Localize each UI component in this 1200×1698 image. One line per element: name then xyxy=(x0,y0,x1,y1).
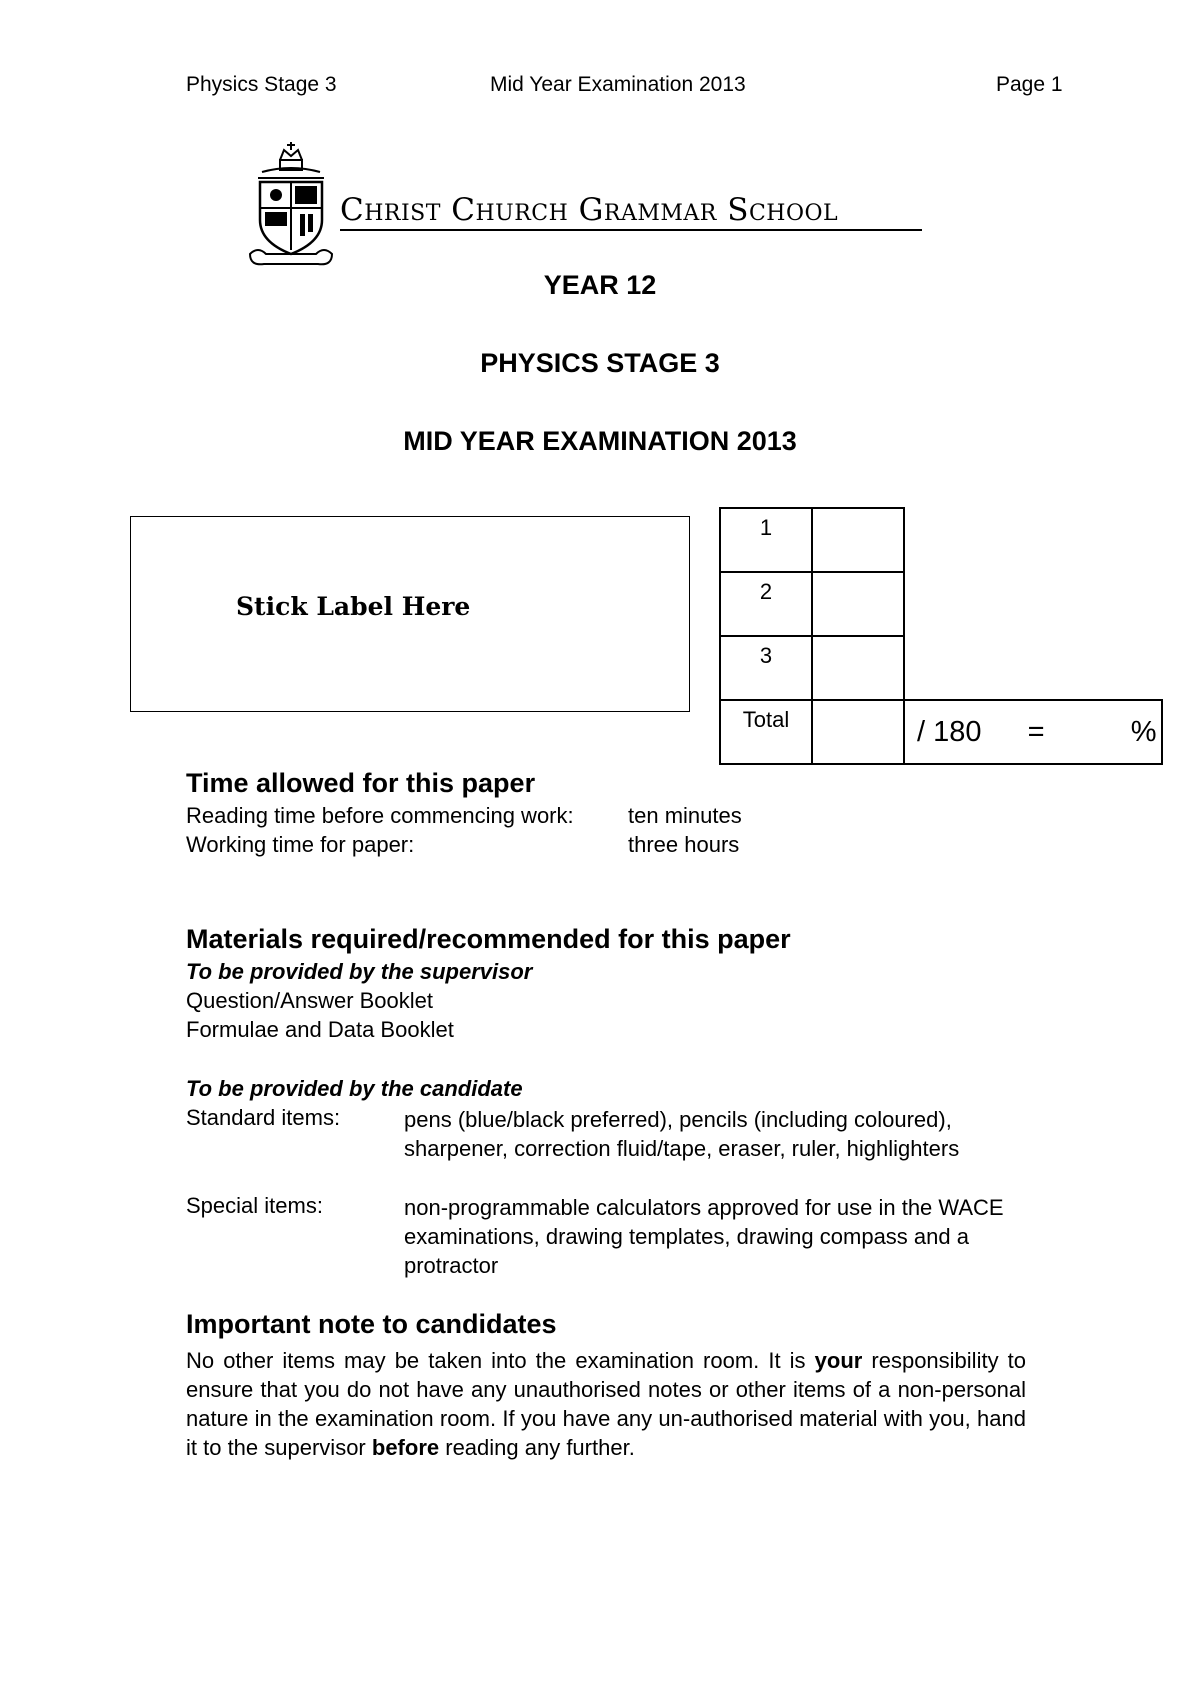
time-heading: Time allowed for this paper xyxy=(186,768,536,798)
total-mark-cell xyxy=(812,700,904,764)
school-name-underline xyxy=(340,229,922,231)
percent-sign: % xyxy=(1130,715,1157,748)
marks-row xyxy=(720,636,1162,700)
section-number: 1 xyxy=(720,508,812,572)
section-number: 3 xyxy=(720,636,812,700)
materials-heading: Materials required/recommended for this paper xyxy=(186,924,791,954)
supervisor-item: Formulae and Data Booklet xyxy=(186,1017,454,1042)
supervisor-item: Question/Answer Booklet xyxy=(186,988,434,1013)
total-percentage-cell xyxy=(904,700,1162,764)
stick-label-text: Stick Label Here xyxy=(236,592,471,621)
header-left: Physics Stage 3 xyxy=(186,73,337,96)
note-emphasis-your: your xyxy=(814,1348,863,1373)
header-page-number: Page 1 xyxy=(996,73,1063,96)
mark-cell xyxy=(812,508,904,572)
standard-items-label: Standard items: xyxy=(186,1105,341,1130)
mark-cell xyxy=(812,636,904,700)
note-text: reading any further. xyxy=(439,1435,635,1460)
marks-total-row xyxy=(720,700,1162,764)
working-time-label: Working time for paper: xyxy=(186,832,415,857)
special-items-label: Special items: xyxy=(186,1193,323,1218)
special-items-value: non-programmable calculators approved for use in the WACE examinations, drawing templates, drawing compass and a protractor xyxy=(404,1195,1004,1278)
marks-table xyxy=(719,507,1163,765)
reading-time-label: Reading time before commencing work: xyxy=(186,803,574,828)
note-paragraph xyxy=(186,1346,1026,1462)
supervisor-heading: To be provided by the supervisor xyxy=(186,959,533,984)
mark-cell xyxy=(812,572,904,636)
marks-row xyxy=(720,572,1162,636)
working-time-value: three hours xyxy=(628,832,740,857)
section-number: 2 xyxy=(720,572,812,636)
school-crest-logo xyxy=(248,142,334,272)
total-out-of: / 180 xyxy=(917,715,982,748)
note-text: No other items may be taken into the examination room. It is xyxy=(186,1348,815,1373)
header-center: Mid Year Examination 2013 xyxy=(490,73,746,96)
exam-title: MID YEAR EXAMINATION 2013 xyxy=(403,426,797,456)
reading-time-value: ten minutes xyxy=(628,803,742,828)
subject-title: PHYSICS STAGE 3 xyxy=(480,348,720,378)
candidate-heading: To be provided by the candidate xyxy=(186,1076,523,1101)
marks-row xyxy=(720,508,1162,572)
standard-items-value: pens (blue/black preferred), pencils (including coloured), sharpener, correction fluid/tape, eraser, ruler, highlighters xyxy=(404,1107,960,1161)
note-heading: Important note to candidates xyxy=(186,1309,557,1339)
school-name: Christ Church Grammar School xyxy=(340,192,839,228)
total-label: Total xyxy=(720,700,812,764)
note-emphasis-before: before xyxy=(371,1435,440,1460)
year-title: YEAR 12 xyxy=(543,270,657,300)
equals-sign: = xyxy=(1027,715,1045,748)
note-text: responsibility to ensure that you do not have any unauthorised notes or other items of a non-personal nature in the examination room. If you have any un-authorised material with you, hand it to the supervisor xyxy=(186,1348,1026,1460)
